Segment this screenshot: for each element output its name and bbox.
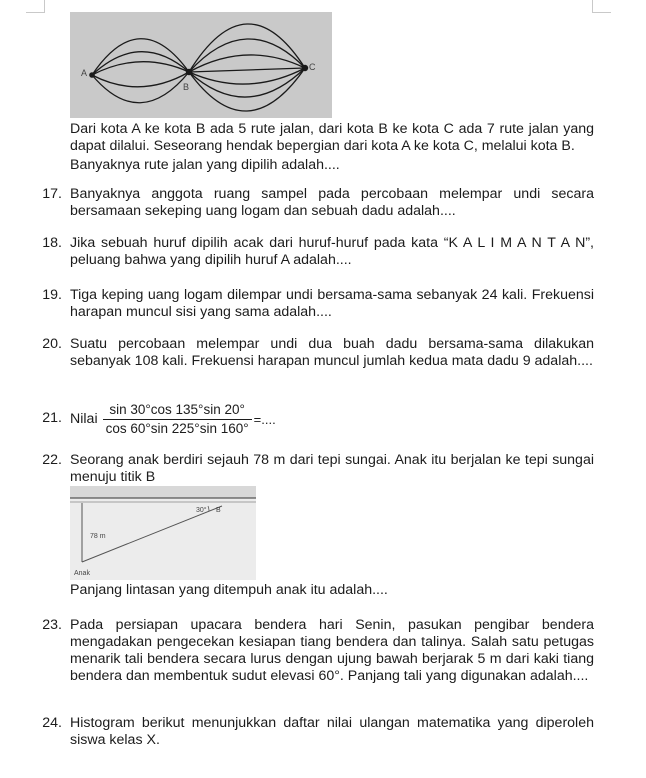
question-suffix: =.... xyxy=(253,412,276,427)
angle-label: 30° xyxy=(196,507,207,514)
question-text: Histogram berikut menunjukkan daftar nilai ulangan matematika yang diperoleh siswa kelas X. xyxy=(70,715,594,748)
question-text: Suatu percobaan melempar undi dua buah dadu bersama-sama dilakukan sebanyak 108 kali. Frekuensi harapan muncul jumlah kedua mata dadu 9 adalah.... xyxy=(70,336,594,369)
intro-text: Dari kota A ke kota B ada 5 rute jalan, dari kota B ke kota C ada 7 rute jalan yang dapat dilalui. Seseorang hendak bepergian dari kota A ke kota C, melalui kota B. xyxy=(70,121,594,154)
intro-question: Banyaknya rute jalan yang dipilih adalah.... xyxy=(70,157,340,173)
question-text: Pada persiapan upacara bendera hari Senin, pasukan pengibar bendera mengadakan pengecekan kesiapan tiang bendera dan talinya. Salah satu petugas menarik tali bendera secara lurus dengan ujung bawah berjarak 5 m dari kaki tiang bendera dan membentuk sudut elevasi 60°. Panjang tali yang digunakan adalah.... xyxy=(70,617,594,684)
question-22 xyxy=(42,452,594,486)
page-corner-mark-left xyxy=(26,0,45,13)
point-b-label: B xyxy=(216,507,221,514)
question-19 xyxy=(42,287,594,321)
distance-label: 78 m xyxy=(90,533,106,540)
city-a-label: A xyxy=(81,68,88,78)
question-number: 22. xyxy=(42,452,62,468)
question-number: 17. xyxy=(42,186,62,202)
city-routes-figure xyxy=(70,12,332,118)
fraction-denominator: cos 60°sin 225°sin 160° xyxy=(105,421,249,436)
question-text: Jika sebuah huruf dipilih acak dari huruf-huruf pada kata “K A L I M A N T A N”, peluang bahwa yang dipilih huruf A adalah.... xyxy=(70,235,594,268)
question-text: Seorang anak berdiri sejauh 78 m dari tepi sungai. Anak itu berjalan ke tepi sungai menuju titik B xyxy=(70,452,594,485)
page-corner-mark-right xyxy=(592,0,611,13)
question-number: 19. xyxy=(42,287,62,303)
question-prefix: Nilai xyxy=(70,411,98,427)
question-22-followup: Panjang lintasan yang ditempuh anak itu adalah.... xyxy=(70,582,388,598)
person-label: Anak xyxy=(74,570,90,577)
question-text: Tiga keping uang logam dilempar undi bersama-sama sebanyak 24 kali. Frekuensi harapan muncul sisi yang sama adalah.... xyxy=(70,287,594,320)
trig-fraction xyxy=(103,402,252,437)
question-20 xyxy=(42,336,594,370)
question-number: 24. xyxy=(42,715,62,731)
city-c-label: C xyxy=(309,62,316,72)
question-number: 21. xyxy=(42,410,62,426)
question-21 xyxy=(42,402,594,437)
question-number: 18. xyxy=(42,235,62,251)
question-23 xyxy=(42,617,594,685)
question-text: Banyaknya anggota ruang sampel pada percobaan melempar undi secara bersamaan sekeping uang logam dan sebuah dadu adalah.... xyxy=(70,186,594,219)
river-diagram xyxy=(70,486,256,580)
question-18 xyxy=(42,235,594,269)
question-24 xyxy=(42,715,594,749)
question-17 xyxy=(42,186,594,220)
fraction-numerator: sin 30°cos 135°sin 20° xyxy=(103,402,252,420)
question-number: 20. xyxy=(42,336,62,352)
question-number: 23. xyxy=(42,617,62,633)
city-b-label: B xyxy=(183,82,190,92)
